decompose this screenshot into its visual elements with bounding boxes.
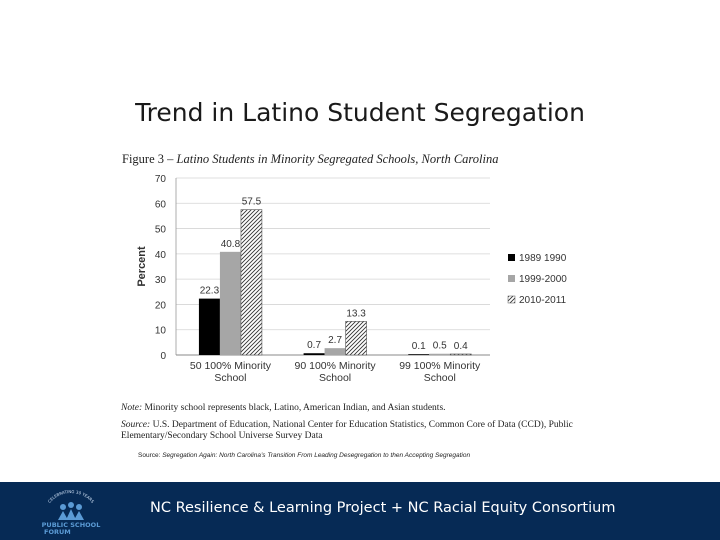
y-tick-label: 60 — [154, 199, 166, 211]
bar — [304, 353, 325, 355]
logo-text-line1: PUBLIC SCHOOL — [41, 521, 101, 529]
bar — [450, 354, 471, 355]
bar-value-label: 0.5 — [432, 340, 447, 352]
bar-chart — [120, 165, 600, 397]
bar — [429, 354, 450, 355]
figure-title: Latino Students in Minority Segregated Schools, North Carolina — [176, 152, 499, 166]
source-text: U.S. Department of Education, National Center for Education Statistics, Common Core of Data (CCD), Public Elementary/Secondary School Universe Survey Data — [121, 420, 573, 441]
y-tick-label: 10 — [154, 325, 166, 337]
citation-text: Segregation Again: North Carolina’s Transition From Leading Desegregation to then Accepting Segregation — [162, 452, 471, 459]
bar-value-label: 2.7 — [328, 335, 343, 347]
y-tick-label: 30 — [154, 275, 166, 287]
y-axis-label: Percent — [136, 246, 148, 287]
y-tick-label: 50 — [154, 224, 166, 236]
bar-value-label: 57.5 — [241, 196, 262, 208]
citation-prefix: Source: — [138, 452, 161, 459]
chart-note — [121, 403, 621, 414]
x-tick-label: 90 100% Minority — [294, 360, 376, 372]
note-label: Note: — [121, 403, 143, 413]
bar-value-label: 22.3 — [199, 285, 220, 297]
x-tick-label: School — [423, 372, 456, 384]
logo-text-line2: FORUM — [44, 528, 71, 535]
y-tick-label: 20 — [154, 300, 166, 312]
figure-label: Figure 3 – — [122, 152, 174, 166]
bar-value-label: 0.1 — [411, 341, 426, 353]
legend-swatch — [508, 254, 515, 261]
footer-text: NC Resilience & Learning Project + NC Racial Equity Consortium — [150, 500, 616, 516]
slide-title: Trend in Latino Student Segregation — [135, 98, 585, 127]
legend-label: 2010-2011 — [519, 295, 567, 306]
x-tick-label: 99 100% Minority — [399, 360, 481, 372]
legend-label: 1989 1990 — [519, 253, 567, 264]
y-tick-label: 0 — [160, 351, 166, 362]
y-tick-label: 70 — [154, 174, 166, 185]
x-tick-label: 50 100% Minority — [189, 360, 271, 372]
footer-bar — [0, 482, 720, 540]
logo-arc-text: CELEBRATING 30 YEARS — [46, 489, 96, 504]
bar-value-label: 40.8 — [220, 238, 241, 250]
source-label: Source: — [121, 420, 151, 430]
y-tick-label: 40 — [154, 249, 166, 261]
x-tick-label: School — [214, 372, 247, 384]
bar — [346, 321, 367, 355]
svg-text:CELEBRATING 30 YEARS — [47, 489, 96, 504]
bar — [408, 354, 429, 355]
public-school-forum-logo — [36, 489, 106, 535]
citation-line — [138, 452, 470, 459]
bar-value-label: 0.4 — [453, 340, 468, 352]
legend-swatch — [508, 296, 515, 303]
bar-value-label: 13.3 — [346, 308, 366, 320]
bar — [241, 210, 262, 355]
chart-source — [121, 420, 621, 442]
bar — [325, 348, 346, 355]
bar — [220, 252, 241, 355]
note-text: Minority school represents black, Latino, American Indian, and Asian students. — [144, 403, 446, 413]
bar-value-label: 0.7 — [307, 340, 322, 352]
bar — [199, 299, 220, 355]
x-tick-label: School — [319, 372, 352, 384]
legend-swatch — [508, 275, 515, 282]
legend-label: 1999-2000 — [519, 274, 567, 285]
